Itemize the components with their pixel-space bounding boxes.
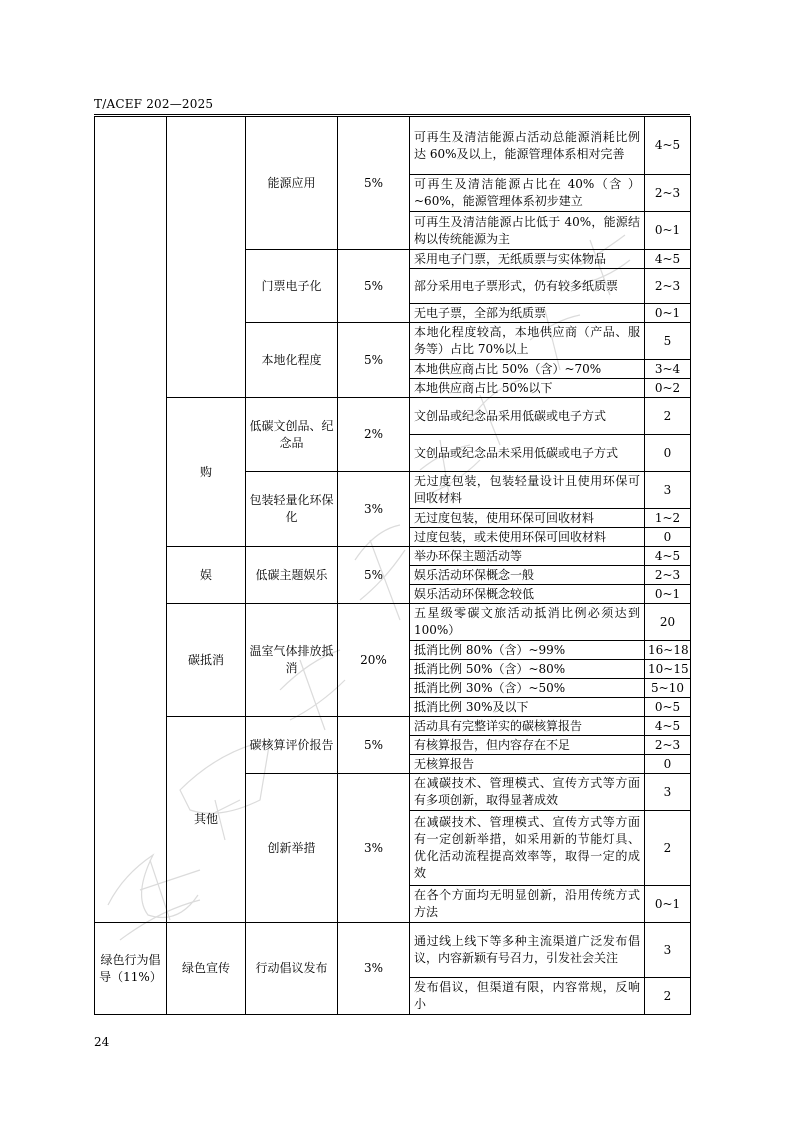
weight-cell: 2% (338, 398, 410, 472)
score-cell: 2 (645, 978, 691, 1015)
level2-cell: 碳抵消 (167, 604, 246, 717)
indicator-cell: 本地化程度 (246, 323, 338, 398)
score-cell: 3 (645, 923, 691, 978)
criteria-cell: 在减碳技术、管理模式、宣传方式等方面有多项创新，取得显著成效 (410, 774, 645, 811)
score-cell: 4~5 (645, 547, 691, 566)
indicator-cell: 温室气体排放抵消 (246, 604, 338, 717)
score-cell: 2 (645, 398, 691, 435)
criteria-cell: 本地供应商占比 50%以下 (410, 379, 645, 398)
header-rule (94, 114, 690, 115)
indicator-cell: 低碳主题娱乐 (246, 547, 338, 604)
table-row (95, 604, 691, 641)
score-cell: 0 (645, 435, 691, 472)
level2-cell (167, 117, 246, 398)
score-cell: 2~3 (645, 269, 691, 304)
criteria-cell: 可再生及清洁能源占活动总能源消耗比例达 60%及以上，能源管理体系相对完善 (410, 117, 645, 175)
weight-cell: 5% (338, 117, 410, 250)
score-cell: 3~4 (645, 360, 691, 379)
score-cell: 2 (645, 811, 691, 886)
table-row (95, 717, 691, 736)
criteria-cell: 在各个方面均无明显创新，沿用传统方式方法 (410, 886, 645, 923)
criteria-cell: 无核算报告 (410, 755, 645, 774)
level2-cell: 娱 (167, 547, 246, 604)
score-cell: 2~3 (645, 175, 691, 212)
criteria-cell: 部分采用电子票形式，仍有较多纸质票 (410, 269, 645, 304)
score-cell: 4~5 (645, 117, 691, 175)
score-cell: 0~1 (645, 886, 691, 923)
criteria-cell: 采用电子门票，无纸质票与实体物品 (410, 250, 645, 269)
level2-cell: 购 (167, 398, 246, 547)
indicator-cell: 创新举措 (246, 774, 338, 923)
score-cell: 4~5 (645, 250, 691, 269)
indicator-cell: 碳核算评价报告 (246, 717, 338, 774)
weight-cell: 20% (338, 604, 410, 717)
indicator-cell: 门票电子化 (246, 250, 338, 323)
document-header: T/ACEF 202—2025 (94, 97, 214, 111)
criteria-cell: 本地供应商占比 50%（含）~70% (410, 360, 645, 379)
score-cell: 0~1 (645, 585, 691, 604)
table-row (95, 547, 691, 566)
criteria-cell: 举办环保主题活动等 (410, 547, 645, 566)
criteria-cell: 娱乐活动环保概念一般 (410, 566, 645, 585)
criteria-cell: 抵消比例 30%（含）~50% (410, 679, 645, 698)
score-cell: 0 (645, 755, 691, 774)
criteria-cell: 抵消比例 30%及以下 (410, 698, 645, 717)
criteria-cell: 文创品或纪念品采用低碳或电子方式 (410, 398, 645, 435)
table-row (95, 117, 691, 175)
score-cell: 4~5 (645, 717, 691, 736)
criteria-cell: 抵消比例 80%（含）~99% (410, 641, 645, 660)
score-cell: 0 (645, 528, 691, 547)
level2-cell: 其他 (167, 717, 246, 923)
weight-cell: 5% (338, 250, 410, 323)
criteria-cell: 五星级零碳文旅活动抵消比例必须达到 100%） (410, 604, 645, 641)
criteria-cell: 无电子票，全部为纸质票 (410, 304, 645, 323)
weight-cell: 5% (338, 547, 410, 604)
indicator-cell: 低碳文创品、纪念品 (246, 398, 338, 472)
criteria-cell: 在减碳技术、管理模式、宣传方式等方面有一定创新举措，如采用新的节能灯具、优化活动流程提高效率等，取得一定的成效 (410, 811, 645, 886)
weight-cell: 3% (338, 923, 410, 1015)
indicator-cell: 包装轻量化环保化 (246, 472, 338, 547)
score-cell: 0~5 (645, 698, 691, 717)
score-cell: 2~3 (645, 566, 691, 585)
score-cell: 0~1 (645, 212, 691, 250)
score-cell: 1~2 (645, 509, 691, 528)
criteria-cell: 可再生及清洁能源占比在 40%（含 ）~60%，能源管理体系初步建立 (410, 175, 645, 212)
weight-cell: 5% (338, 323, 410, 398)
level2-cell: 绿色宣传 (167, 923, 246, 1015)
criteria-cell: 通过线上线下等多种主流渠道广泛发布倡议，内容新颖有号召力，引发社会关注 (410, 923, 645, 978)
criteria-cell: 抵消比例 50%（含）~80% (410, 660, 645, 679)
criteria-cell: 发布倡议，但渠道有限，内容常规，反响小 (410, 978, 645, 1015)
criteria-cell: 娱乐活动环保概念较低 (410, 585, 645, 604)
score-cell: 2~3 (645, 736, 691, 755)
indicator-cell: 行动倡议发布 (246, 923, 338, 1015)
weight-cell: 3% (338, 774, 410, 923)
score-cell: 0~2 (645, 379, 691, 398)
score-cell: 0~1 (645, 304, 691, 323)
score-cell: 3 (645, 774, 691, 811)
evaluation-table (94, 116, 691, 1015)
weight-cell: 3% (338, 472, 410, 547)
page-number: 24 (94, 1035, 110, 1049)
score-cell: 5~10 (645, 679, 691, 698)
indicator-cell: 能源应用 (246, 117, 338, 250)
criteria-cell: 无过度包装，包装轻量设计且使用环保可回收材料 (410, 472, 645, 509)
criteria-cell: 无过度包装，使用环保可回收材料 (410, 509, 645, 528)
weight-cell: 5% (338, 717, 410, 774)
score-cell: 5 (645, 323, 691, 360)
table-row (95, 398, 691, 435)
criteria-cell: 文创品或纪念品未采用低碳或电子方式 (410, 435, 645, 472)
score-cell: 10~15 (645, 660, 691, 679)
level1-cell: 绿色行为倡导（11%） (95, 923, 167, 1015)
score-cell: 16~18 (645, 641, 691, 660)
criteria-cell: 有核算报告，但内容存在不足 (410, 736, 645, 755)
criteria-cell: 过度包装，或未使用环保可回收材料 (410, 528, 645, 547)
criteria-cell: 活动具有完整详实的碳核算报告 (410, 717, 645, 736)
criteria-cell: 可再生及清洁能源占比低于 40%，能源结构以传统能源为主 (410, 212, 645, 250)
score-cell: 3 (645, 472, 691, 509)
level1-cell (95, 117, 167, 923)
table-row (95, 923, 691, 978)
criteria-cell: 本地化程度较高，本地供应商（产品、服务等）占比 70%以上 (410, 323, 645, 360)
score-cell: 20 (645, 604, 691, 641)
